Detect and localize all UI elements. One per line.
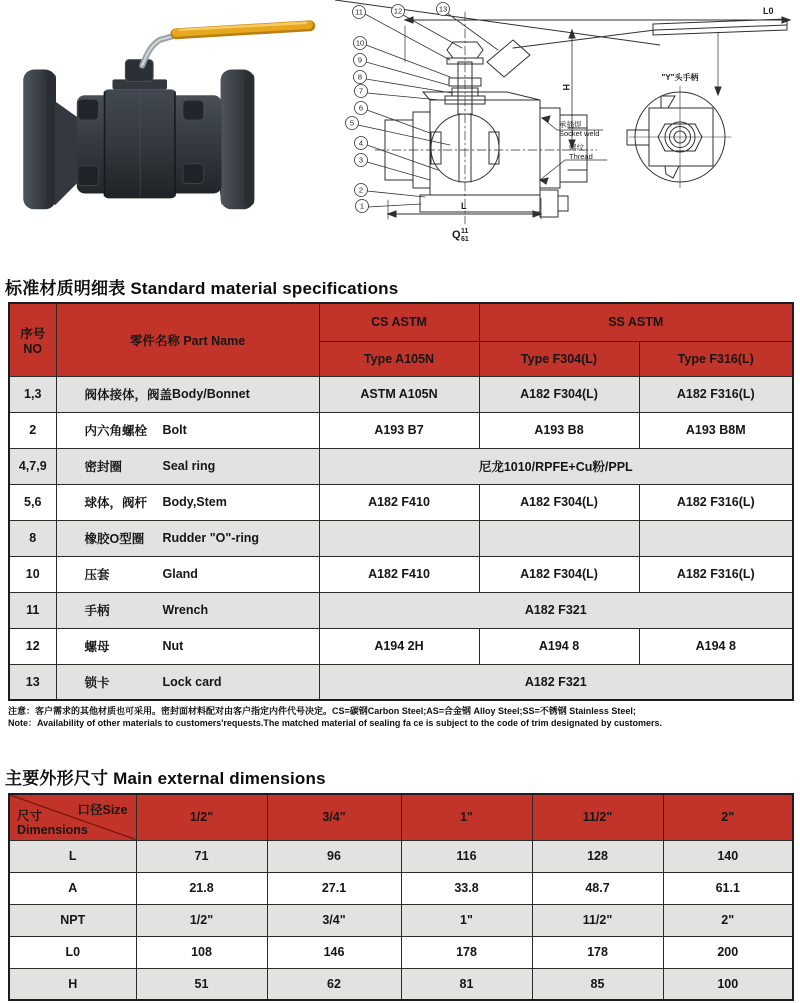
bolt: [183, 164, 204, 184]
table-row: [9, 448, 793, 484]
table-row: [9, 412, 793, 448]
spec-no: 13: [9, 664, 56, 700]
dim-cell: 1": [401, 904, 532, 936]
spec-cell-span: 尼龙1010/RPFE+Cu粉/PPL: [319, 448, 793, 484]
dim-cell: 140: [663, 840, 793, 872]
spec-cell: A182 F304(L): [479, 376, 639, 412]
bolt: [78, 99, 99, 120]
diagonal-header-cell: [9, 794, 136, 840]
spec-cell: [479, 520, 639, 556]
spec-cell-span: A182 F321: [319, 592, 793, 628]
stem-nut: [125, 60, 153, 82]
dim-cell: 81: [401, 968, 532, 1000]
spec-table: [8, 302, 794, 701]
dim-cell: 48.7: [532, 872, 663, 904]
spec-no: 10: [9, 556, 56, 592]
callout-2: 2: [358, 185, 364, 195]
callout-9: 9: [357, 55, 363, 65]
dim-cell: 3/4": [267, 904, 401, 936]
dim-cell: 71: [136, 840, 267, 872]
col-header-no: 序号 NO: [9, 303, 56, 376]
spec-cell: A182 F316(L): [639, 556, 793, 592]
spec-cell: [319, 520, 479, 556]
dimensions-header-label: 尺寸 Dimensions: [17, 808, 88, 837]
col-header-type-a105n: Type A105N: [319, 341, 479, 376]
y-handle-label: "Y"头手柄: [661, 73, 699, 82]
dim-row-label: L0: [9, 936, 136, 968]
dim-cell: 61.1: [663, 872, 793, 904]
spec-no: 1,3: [9, 376, 56, 412]
spec-cell: A182 F410: [319, 484, 479, 520]
spec-cell: A182 F316(L): [639, 484, 793, 520]
dim-cell: 62: [267, 968, 401, 1000]
size-col-header: 2": [663, 794, 793, 840]
dim-section-title: 主要外形尺寸 Main external dimensions: [5, 769, 326, 788]
svg-text:Q: Q: [452, 229, 461, 241]
col-header-cs-astm: CS ASTM: [319, 303, 479, 341]
spec-cell: A182 F304(L): [479, 484, 639, 520]
callout-11: 11: [355, 7, 363, 17]
dim-row-label: L: [9, 840, 136, 872]
spec-part-name: 压套 Gland: [56, 556, 319, 592]
spec-no: 11: [9, 592, 56, 628]
callout-1: 1: [359, 201, 365, 211]
thread-cn: 螺纹: [569, 143, 584, 152]
dimensions-table: [8, 793, 794, 1001]
dim-row-label: A: [9, 872, 136, 904]
dim-l0-label: L0: [763, 6, 774, 16]
spec-cell: A182 F316(L): [639, 376, 793, 412]
spec-no: 2: [9, 412, 56, 448]
spec-part-name: 手柄 Wrench: [56, 592, 319, 628]
spec-cell-span: A182 F321: [319, 664, 793, 700]
callout-13: 13: [438, 4, 448, 14]
col-header-type-f316: Type F316(L): [639, 341, 793, 376]
dim-l-label: L: [461, 201, 467, 211]
col-header-ss-astm: SS ASTM: [479, 303, 793, 341]
dim-cell: 11/2": [532, 904, 663, 936]
callout-7: 7: [358, 86, 364, 96]
table-row: [9, 872, 793, 904]
spec-no: 12: [9, 628, 56, 664]
table-row: [9, 664, 793, 700]
spec-cell: A194 8: [479, 628, 639, 664]
callout-5: 5: [349, 118, 355, 128]
spec-cell: A182 F304(L): [479, 556, 639, 592]
spec-cell: ASTM A105N: [319, 376, 479, 412]
table-row: [9, 556, 793, 592]
table-row: [9, 840, 793, 872]
spec-part-name: 内六角螺栓 Bolt: [56, 412, 319, 448]
dim-cell: 33.8: [401, 872, 532, 904]
callout-12: 12: [393, 6, 403, 16]
dim-cell: 178: [532, 936, 663, 968]
spec-part-name: 密封圈 Seal ring: [56, 448, 319, 484]
table-row: [9, 628, 793, 664]
col-header-part-name: 零件名称 Part Name: [56, 303, 319, 376]
table-row: [9, 904, 793, 936]
dim-row-label: NPT: [9, 904, 136, 936]
spec-cell: A193 B7: [319, 412, 479, 448]
callout-3: 3: [358, 155, 364, 165]
spec-cell: A194 2H: [319, 628, 479, 664]
spec-no: 4,7,9: [9, 448, 56, 484]
table-row: [9, 592, 793, 628]
dim-cell: 116: [401, 840, 532, 872]
size-col-header: 1/2": [136, 794, 267, 840]
technical-drawing: [335, 0, 800, 262]
dim-cell: 21.8: [136, 872, 267, 904]
spec-no: 5,6: [9, 484, 56, 520]
dim-cell: 85: [532, 968, 663, 1000]
table-row: [9, 936, 793, 968]
bolt: [183, 100, 204, 120]
spec-cell: A193 B8: [479, 412, 639, 448]
table-row: [9, 520, 793, 556]
bolt: [78, 166, 99, 186]
dim-cell: 96: [267, 840, 401, 872]
svg-text:61: 61: [461, 236, 469, 243]
dim-cell: 146: [267, 936, 401, 968]
spec-cell: A193 B8M: [639, 412, 793, 448]
size-col-header: 1": [401, 794, 532, 840]
spec-no: 8: [9, 520, 56, 556]
dim-cell: 100: [663, 968, 793, 1000]
dim-cell: 27.1: [267, 872, 401, 904]
spec-part-name: 球体，阀杆 Body,Stem: [56, 484, 319, 520]
dim-cell: 178: [401, 936, 532, 968]
table-note: [8, 706, 794, 729]
valve-section-drawing: [335, 0, 800, 262]
socket-weld-cn: 承插焊: [559, 120, 582, 129]
spec-part-name: 锁卡 Lock card: [56, 664, 319, 700]
thread-en: Thread: [569, 152, 593, 161]
svg-text:11: 11: [461, 228, 469, 235]
dim-h-label: H: [561, 84, 571, 91]
table-row: [9, 376, 793, 412]
model-designation: [452, 228, 469, 243]
dim-cell: 1/2": [136, 904, 267, 936]
spec-cell: A182 F410: [319, 556, 479, 592]
col-header-type-f304: Type F304(L): [479, 341, 639, 376]
spec-section-title: 标准材质明细表 Standard material specifications: [5, 279, 399, 298]
dim-cell: 51: [136, 968, 267, 1000]
dim-cell: 200: [663, 936, 793, 968]
size-col-header: 3/4": [267, 794, 401, 840]
callout-8: 8: [357, 72, 363, 82]
note-line-en: Note：Availability of other materials to customers'requests.The matched material of sealing fa ce is subject to the code of trim designated by customers.: [8, 717, 662, 728]
spec-cell: A194 8: [639, 628, 793, 664]
dim-cell: 2": [663, 904, 793, 936]
size-col-header: 11/2": [532, 794, 663, 840]
callout-6: 6: [358, 103, 364, 113]
dim-row-label: H: [9, 968, 136, 1000]
spec-part-name: 螺母 Nut: [56, 628, 319, 664]
spec-part-name: 阀体接体，阀盖 Body/Bonnet: [56, 376, 319, 412]
ball-valve-photo-art: [4, 8, 334, 246]
table-row: [9, 968, 793, 1000]
product-photo: [4, 8, 334, 246]
callout-10: 10: [355, 38, 365, 48]
size-header-label: 口径Size: [77, 803, 128, 817]
spec-cell: [639, 520, 793, 556]
socket-weld-en: Socket weld: [559, 129, 600, 138]
dim-cell: 108: [136, 936, 267, 968]
note-line-cn: 注意：客户需求的其他材质也可采用。密封面材料配对由客户指定内件代号决定。CS=碳钢Carbon Steel;AS=合金钢 Alloy Steel;SS=不锈钢 Stainless Steel;: [8, 706, 636, 716]
spec-part-name: 橡胶O型圈 Rudder "O"-ring: [56, 520, 319, 556]
callout-4: 4: [358, 138, 364, 148]
table-row: [9, 484, 793, 520]
dim-cell: 128: [532, 840, 663, 872]
left-neck: [55, 101, 79, 205]
